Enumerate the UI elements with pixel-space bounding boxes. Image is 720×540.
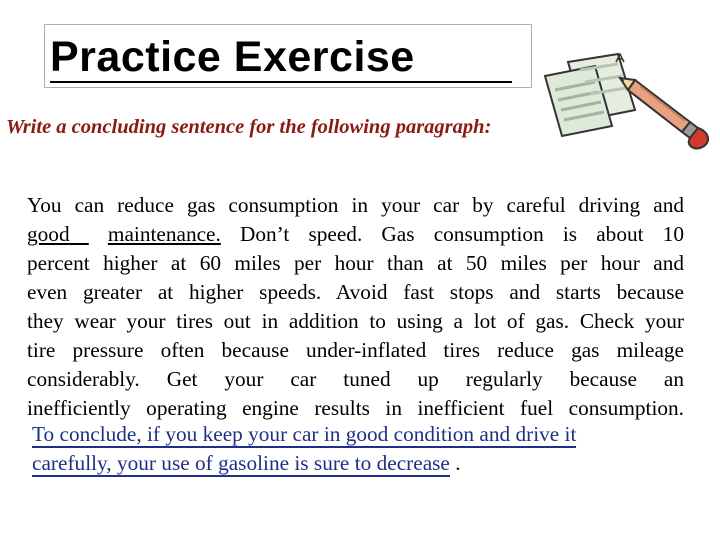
paragraph-line: inefficiently operating engine results in inefficient fuel consumption. bbox=[27, 396, 684, 420]
paragraph-line: You can reduce gas consumption in your car by careful driving and bbox=[27, 193, 684, 217]
pencil bbox=[620, 78, 708, 148]
instruction-text bbox=[6, 114, 491, 140]
instruction-colon: : bbox=[484, 116, 492, 138]
paragraph-line: even greater at higher speeds. Avoid fast stops and starts because bbox=[27, 280, 684, 304]
conclusion-line-text: carefully, your use of gasoline is sure to decrease bbox=[32, 451, 450, 475]
paragraph-line: considerably. Get your car tuned up regularly because an bbox=[27, 367, 684, 391]
paragraph-line: tire pressure often because under-inflated tires reduce gas mileage bbox=[27, 338, 684, 362]
page-title: Practice Exercise bbox=[50, 33, 415, 81]
underlined-word-maintenance: maintenance. bbox=[107, 222, 221, 246]
paragraph-line: they wear your tires out in addition to using a lot of gas. Check your bbox=[27, 309, 684, 333]
conclusion-line-text: To conclude, if you keep your car in good condition and drive it bbox=[32, 422, 577, 446]
paragraph-line-rest: Don’t speed. Gas consumption is about 10 bbox=[240, 222, 684, 246]
notepad-pencil-icon bbox=[540, 40, 720, 150]
conclusion-line bbox=[32, 420, 662, 449]
paragraph-line bbox=[27, 220, 684, 249]
body-paragraph bbox=[27, 191, 684, 423]
concluding-sentence bbox=[32, 420, 662, 478]
paragraph-line: percent higher at 60 miles per hour than at 50 miles per hour and bbox=[27, 251, 684, 275]
conclusion-period: . bbox=[455, 451, 461, 475]
title-underline bbox=[50, 81, 512, 83]
instruction-label: Write a concluding sentence for the following paragraph bbox=[6, 116, 485, 138]
title-box bbox=[44, 24, 532, 88]
conclusion-line bbox=[32, 449, 662, 478]
underlined-word-good: good bbox=[27, 222, 70, 246]
